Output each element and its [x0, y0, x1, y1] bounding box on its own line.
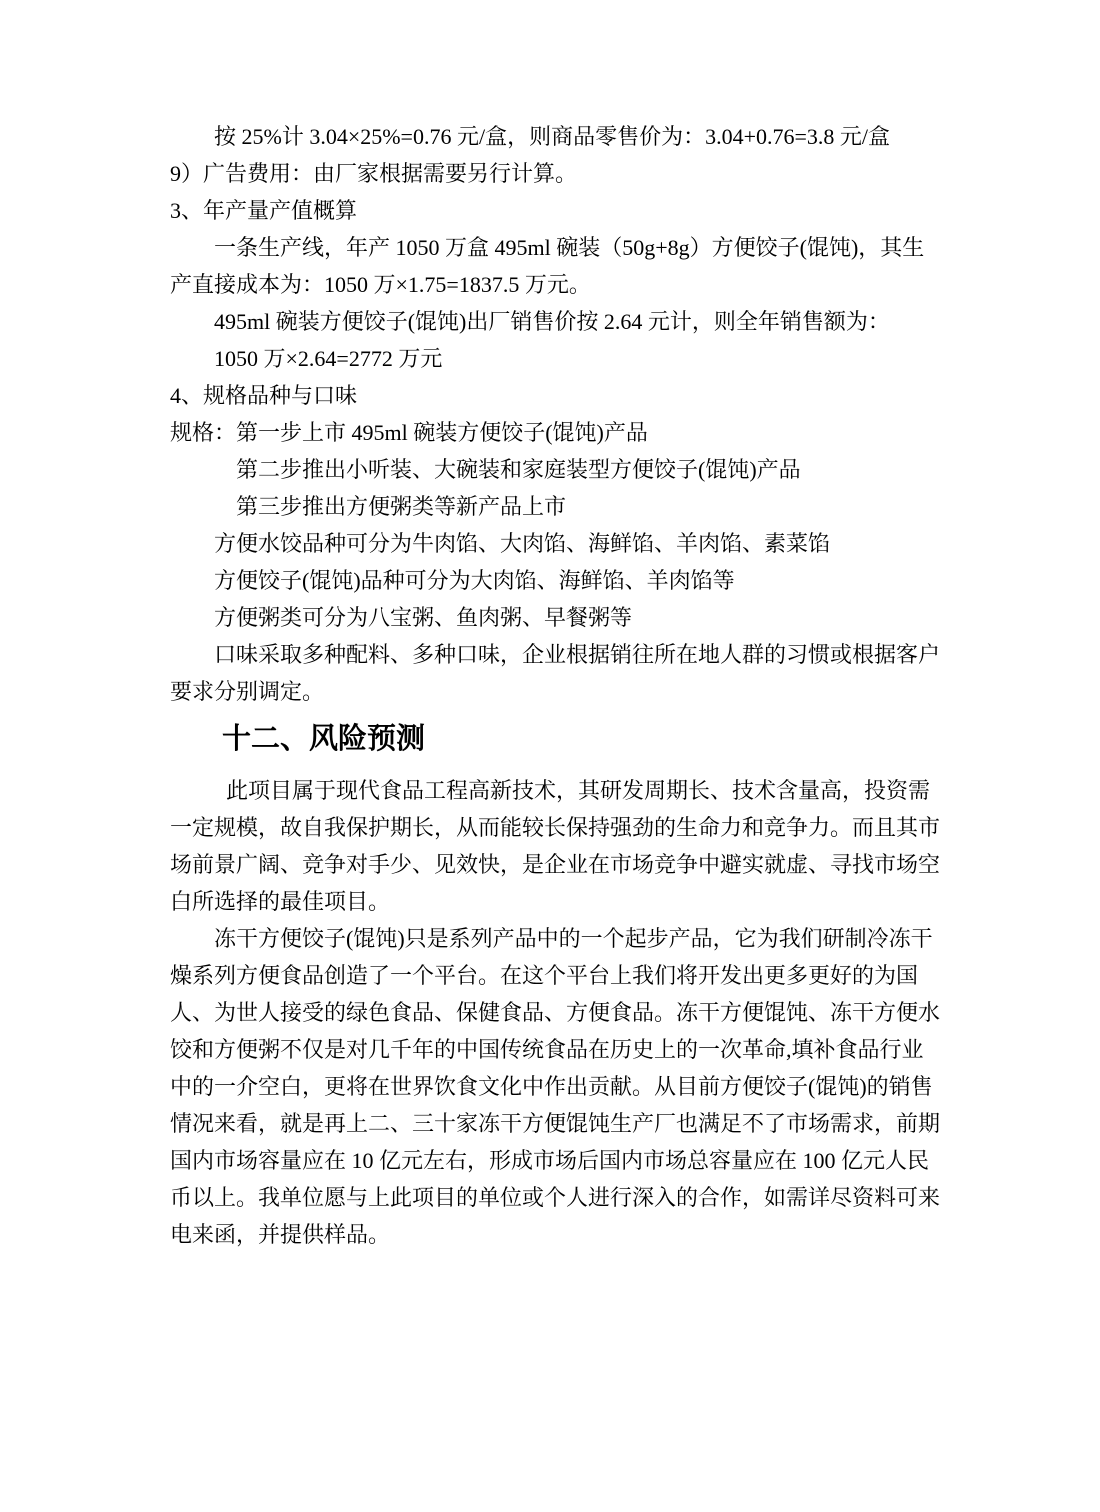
text-line: 场前景广阔、竞争对手少、见效快，是企业在市场竞争中避实就虚、寻找市场空: [170, 852, 941, 877]
text-line: 此项目属于现代食品工程高新技术，其研发周期长、技术含量高，投资需: [226, 778, 931, 803]
text-line: 第三步推出方便粥类等新产品上市: [236, 494, 567, 519]
section-heading: 十二、风险预测: [222, 723, 426, 755]
text-line: 口味采取多种配料、多种口味，企业根据销往所在地人群的习惯或根据客户: [214, 642, 941, 667]
text-line: 495ml 碗装方便饺子(馄饨)出厂销售价按 2.64 元计，则全年销售额为：: [214, 309, 890, 334]
text-line: 白所选择的最佳项目。: [170, 889, 391, 914]
document-content: [170, 118, 970, 1253]
text-line: 产直接成本为：1050 万×1.75=1837.5 万元。: [170, 272, 591, 297]
text-line: 9）广告费用：由厂家根据需要另行计算。: [170, 161, 578, 186]
text-line: 一条生产线，年产 1050 万盒 495ml 碗装（50g+8g）方便饺子(馄饨)，其生: [214, 235, 925, 260]
text-line: 燥系列方便食品创造了一个平台。在这个平台上我们将开发出更多更好的为国: [170, 963, 919, 988]
text-line: 方便饺子(馄饨)品种可分为大肉馅、海鲜馅、羊肉馅等: [214, 568, 735, 593]
text-line: 1050 万×2.64=2772 万元: [214, 346, 443, 371]
text-line: 饺和方便粥不仅是对几千年的中国传统食品在历史上的一次革命,填补食品行业: [170, 1037, 924, 1062]
text-line: 人、为世人接受的绿色食品、保健食品、方便食品。冻干方便馄饨、冻干方便水: [170, 1000, 941, 1025]
text-line: 按 25%计 3.04×25%=0.76 元/盒，则商品零售价为：3.04+0.76=3.8 元/盒: [214, 124, 891, 149]
text-line: 方便水饺品种可分为牛肉馅、大肉馅、海鲜馅、羊肉馅、素菜馅: [214, 531, 831, 556]
text-line: 3、年产量产值概算: [170, 198, 358, 223]
text-line: 方便粥类可分为八宝粥、鱼肉粥、早餐粥等: [214, 605, 633, 630]
text-line: 情况来看，就是再上二、三十家冻干方便馄饨生产厂也满足不了市场需求，前期: [170, 1111, 941, 1136]
text-line: 电来函，并提供样品。: [170, 1222, 391, 1247]
text-line: 冻干方便饺子(馄饨)只是系列产品中的一个起步产品，它为我们研制冷冻干: [214, 926, 933, 951]
text-line: 币以上。我单位愿与上此项目的单位或个人进行深入的合作，如需详尽资料可来: [170, 1185, 941, 1210]
text-line: 要求分别调定。: [170, 679, 325, 704]
text-line: 第二步推出小听装、大碗装和家庭装型方便饺子(馄饨)产品: [236, 457, 801, 482]
text-line: 4、规格品种与口味: [170, 383, 358, 408]
text-line: 一定规模，故自我保护期长，从而能较长保持强劲的生命力和竞争力。而且其市: [170, 815, 941, 840]
text-line: 中的一介空白，更将在世界饮食文化中作出贡献。从目前方便饺子(馄饨)的销售: [170, 1074, 933, 1099]
text-line: 规格：第一步上市 495ml 碗装方便饺子(馄饨)产品: [170, 420, 648, 445]
text-line: 国内市场容量应在 10 亿元左右，形成市场后国内市场总容量应在 100 亿元人民: [170, 1148, 930, 1173]
